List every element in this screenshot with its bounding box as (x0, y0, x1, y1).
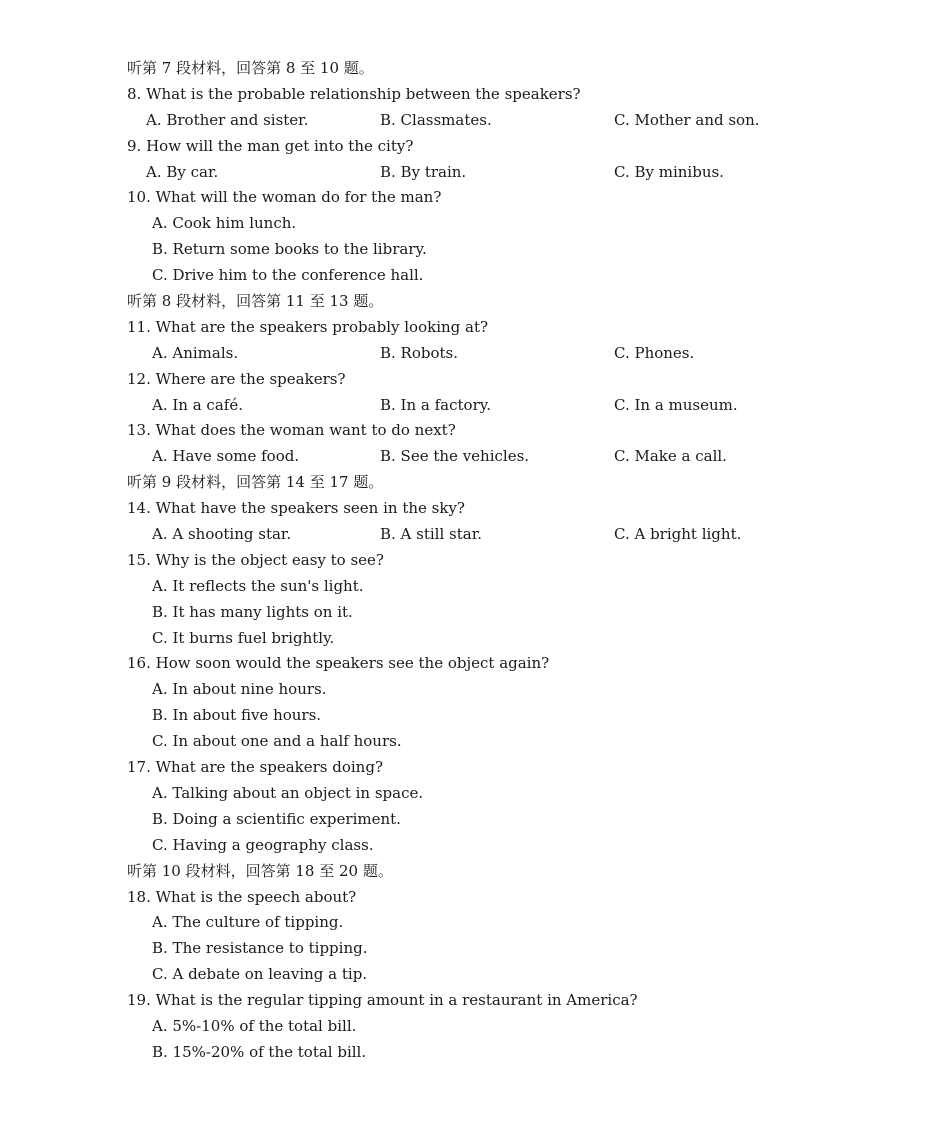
question-19-stem: 19. What is the regular tipping amount in a restaurant in America? (127, 991, 638, 1010)
question-11-option-c: C. Phones. (614, 343, 695, 362)
question-8-options (0, 108, 950, 134)
question-11-options (0, 341, 950, 367)
question-15-option-c: C. It burns fuel brightly. (152, 628, 335, 647)
question-8-option-c: C. Mother and son. (614, 110, 760, 129)
question-13-stem: 13. What does the woman want to do next? (127, 421, 456, 440)
question-13-options (0, 444, 950, 470)
question-14-option-b: B. A still star. (380, 525, 483, 544)
question-12-options (0, 393, 950, 419)
question-15-option-a: A. It reflects the sun's light. (152, 576, 364, 595)
question-10-option-a: A. Cook him lunch. (152, 214, 297, 233)
question-12-option-c: C. In a museum. (614, 395, 738, 414)
question-17-option-c: C. Having a geography class. (152, 835, 374, 854)
question-14-options (0, 522, 950, 548)
question-16-stem: 16. How soon would the speakers see the object again? (127, 654, 550, 673)
question-16-option-a: A. In about nine hours. (152, 680, 327, 699)
section-heading-10: 听第 10 段材料，回答第 18 至 20 题。 (127, 861, 393, 880)
question-8-option-a: A. Brother and sister. (146, 110, 309, 129)
section-heading-9: 听第 9 段材料，回答第 14 至 17 题。 (127, 473, 384, 492)
question-18-stem: 18. What is the speech about? (127, 887, 357, 906)
question-9-option-a: A. By car. (146, 162, 219, 181)
question-18-option-a: A. The culture of tipping. (152, 913, 344, 932)
question-13-option-a: A. Have some food. (152, 447, 300, 466)
question-12-stem: 12. Where are the speakers? (127, 369, 346, 388)
question-8-stem: 8. What is the probable relationship between the speakers? (127, 84, 581, 103)
question-14-stem: 14. What have the speakers seen in the sky? (127, 499, 465, 518)
question-12-option-a: A. In a café. (152, 395, 243, 414)
question-9-option-c: C. By minibus. (614, 162, 724, 181)
section-heading-7: 听第 7 段材料，回答第 8 至 10 题。 (127, 59, 374, 77)
question-10-option-b: B. Return some books to the library. (152, 240, 427, 259)
question-11-stem: 11. What are the speakers probably looking at? (127, 317, 489, 336)
question-16-option-b: B. In about five hours. (152, 706, 322, 725)
question-13-option-b: B. See the vehicles. (380, 447, 530, 466)
question-19-option-a: A. 5%-10% of the total bill. (152, 1016, 357, 1035)
question-10-stem: 10. What will the woman do for the man? (127, 188, 442, 207)
question-14-option-c: C. A bright light. (614, 525, 742, 544)
question-18-option-b: B. The resistance to tipping. (152, 939, 368, 958)
question-19-option-b: B. 15%-20% of the total bill. (152, 1042, 367, 1061)
question-11-option-b: B. Robots. (380, 343, 459, 362)
question-12-option-b: B. In a factory. (380, 395, 491, 414)
question-8-option-b: B. Classmates. (380, 110, 492, 129)
question-16-option-c: C. In about one and a half hours. (152, 732, 402, 751)
question-14-option-a: A. A shooting star. (152, 525, 292, 544)
question-15-option-b: B. It has many lights on it. (152, 602, 353, 621)
question-17-option-a: A. Talking about an object in space. (152, 783, 424, 802)
question-11-option-a: A. Animals. (152, 343, 239, 362)
question-15-stem: 15. Why is the object easy to see? (127, 550, 384, 569)
section-heading-8: 听第 8 段材料，回答第 11 至 13 题。 (127, 292, 384, 311)
question-13-option-c: C. Make a call. (614, 447, 727, 466)
exam-page (0, 56, 950, 1061)
question-9-options (0, 160, 950, 186)
question-9-stem: 9. How will the man get into the city? (127, 136, 414, 155)
question-9-option-b: B. By train. (380, 162, 467, 181)
question-17-stem: 17. What are the speakers doing? (127, 758, 383, 777)
question-18-option-c: C. A debate on leaving a tip. (152, 965, 368, 984)
question-17-option-b: B. Doing a scientific experiment. (152, 809, 401, 828)
question-10-option-c: C. Drive him to the conference hall. (152, 266, 424, 285)
